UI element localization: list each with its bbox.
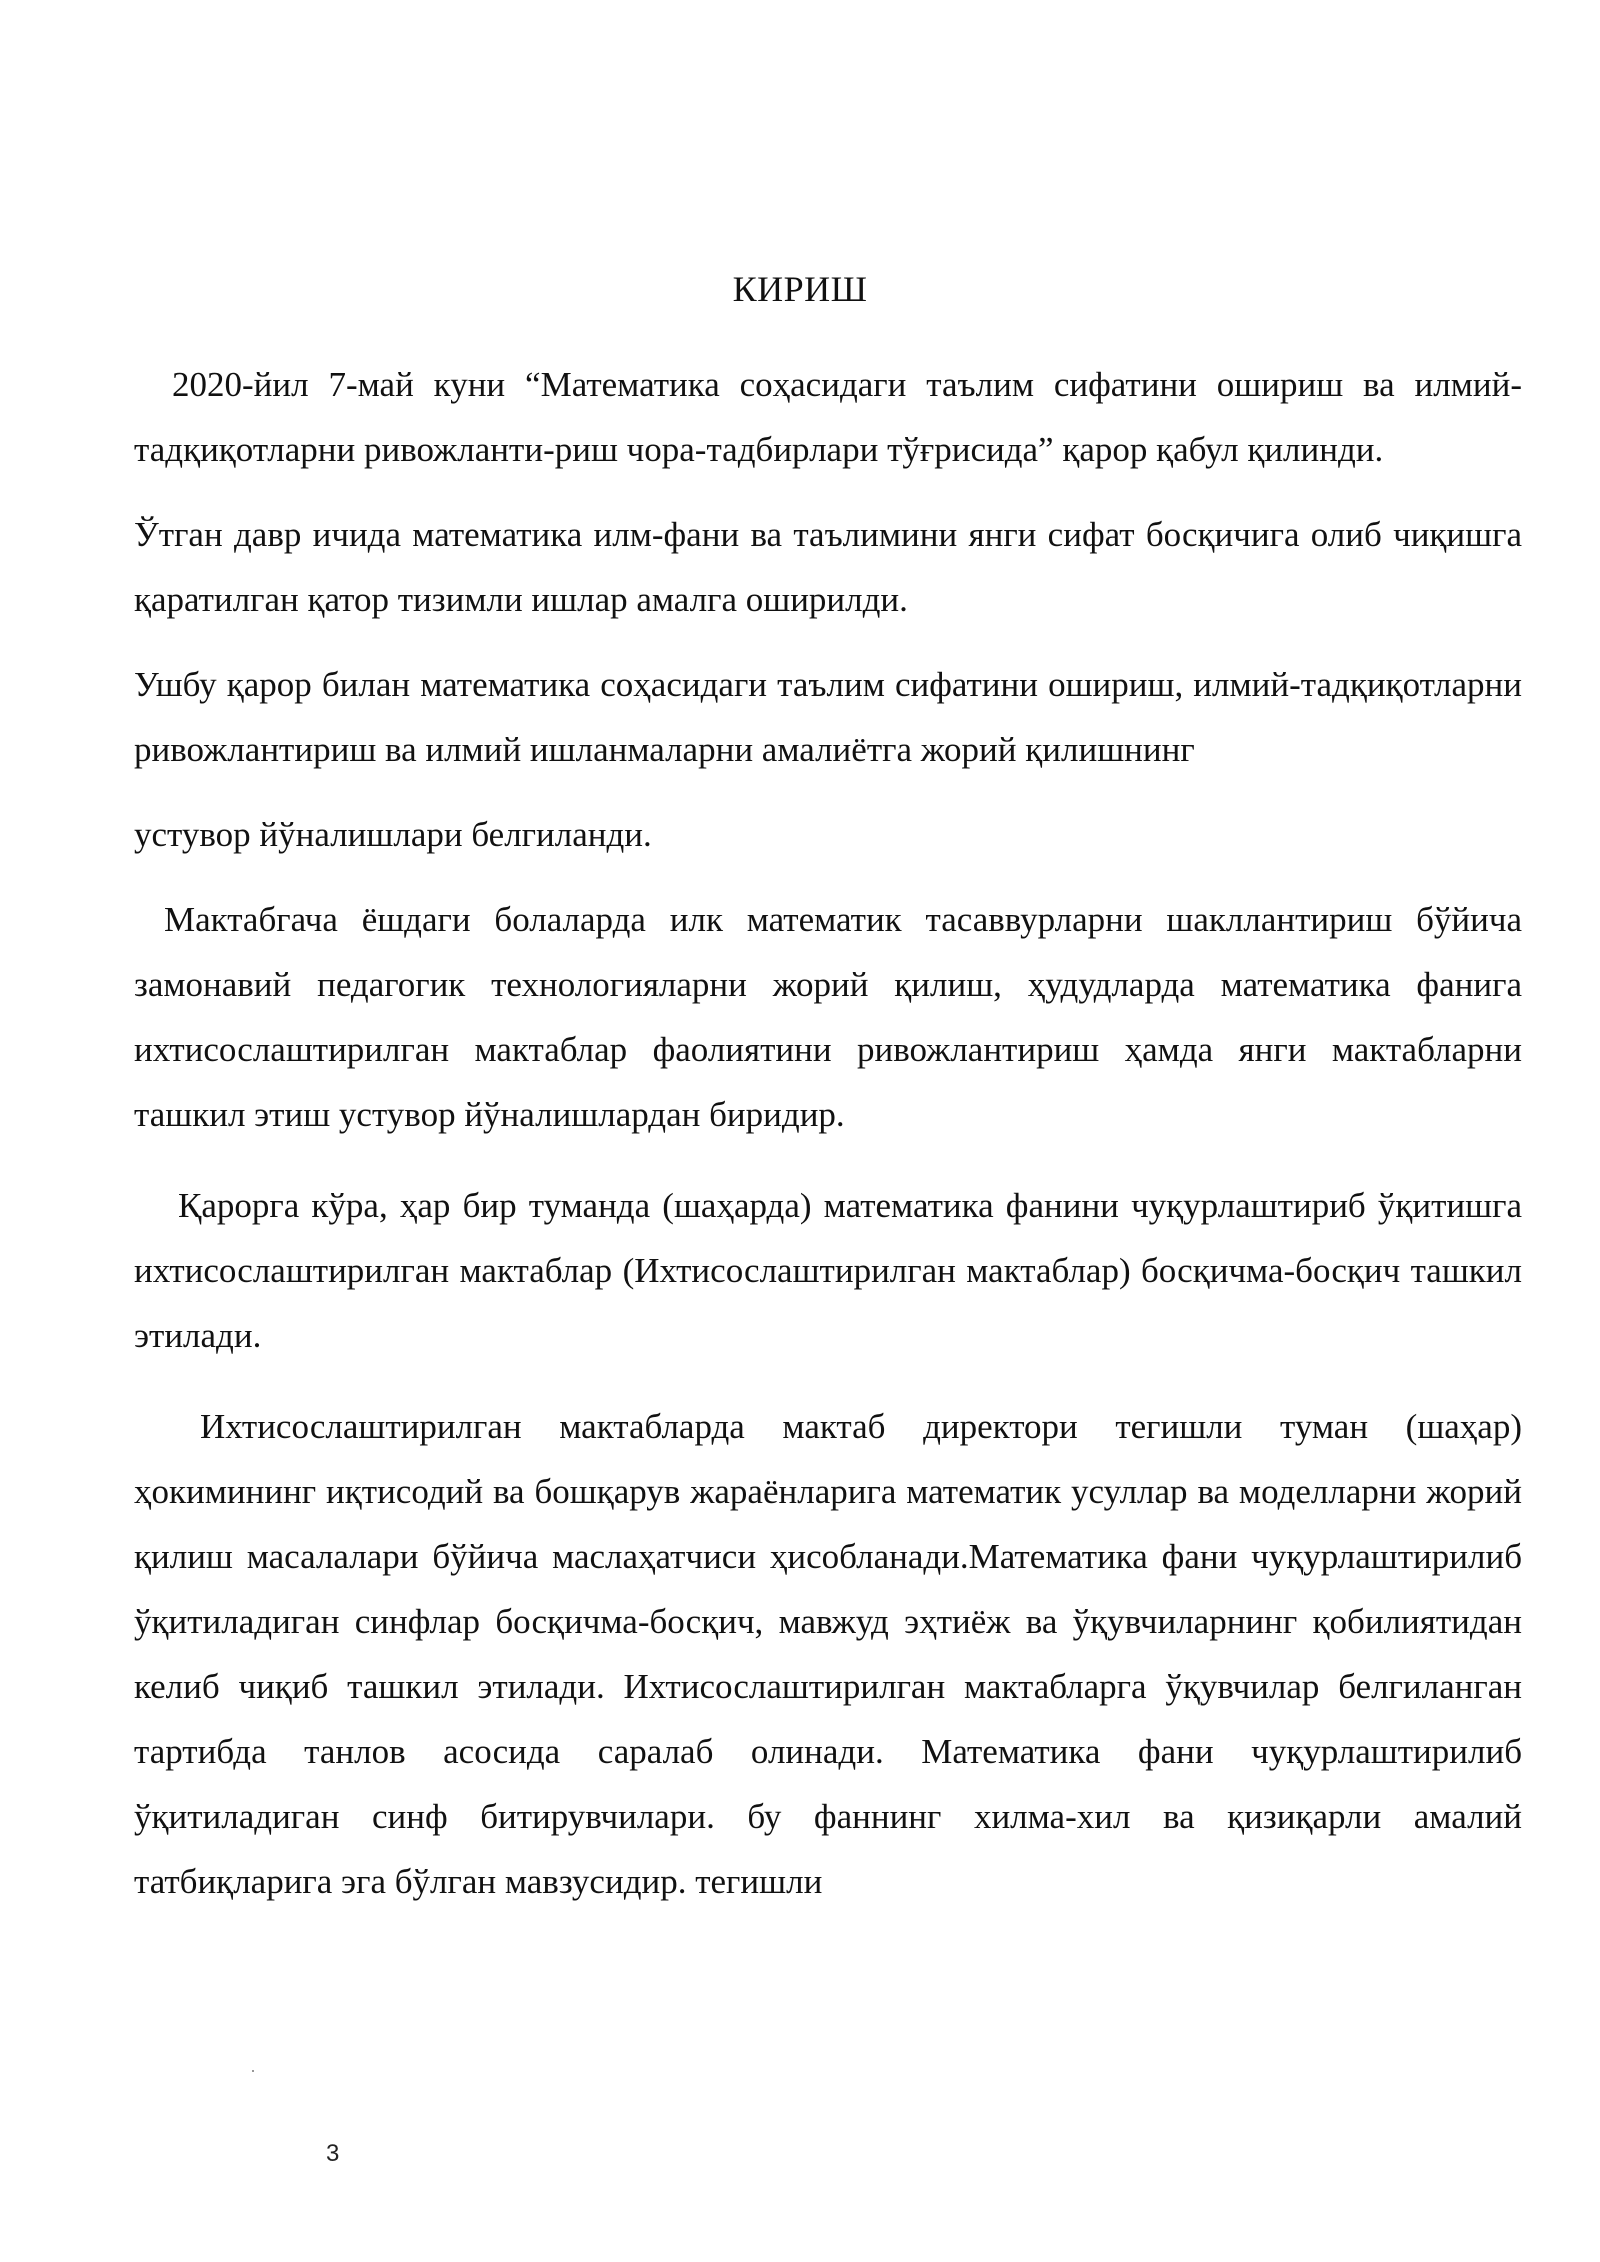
paragraph-5: Мактабгача ёшдаги болаларда илк математик тасаввурларни шакллантириш бўйича замонавий педагогик технологияларни жорий қилиш, ҳудудларда математика фанига ихтисослаштирилган мактаблар фаолиятини ривожлантириш ҳамда янги мактабларни ташкил этиш устувор йўналишлардан биридир. — [134, 900, 1522, 1134]
paragraph-4: устувор йўналишлари белгиланди. — [134, 815, 652, 854]
body-text — [134, 352, 1522, 1914]
page-number: 3 — [326, 2140, 340, 2167]
paragraph-7: Ихтисослаштирилган мактабларда мактаб директори тегишли туман (шаҳар) ҳокимининг иқтисодий ва бошқарув жараёнларига математик усуллар ва моделларни жорий қилиш масалалари бўйича маслаҳатчиси ҳисобланади.Математика фани чуқурлаштирилиб ўқитиладиган синфлар босқичма-босқич, мавжуд эҳтиёж ва ўқувчиларнинг қобилиятидан келиб чиқиб ташкил этилади. Ихтисослаштирилган мактабларга ўқувчилар белгиланган тартибда танлов асосида саралаб олинади. Математика фани чуқурлаштирилиб ўқитиладиган синф битирувчилари. бу фаннинг хилма-хил ва қизиқарли амалий татбиқларига эга бўлган мавзусидир. тегишли — [134, 1407, 1522, 1901]
paragraph-6: Қарорга кўра, ҳар бир туманда (шаҳарда) математика фанини чуқурлаштириб ўқитишга ихтисослаштирилган мактаблар (Ихтисослаштирилган мактаблар) босқичма-босқич ташкил этилади. — [134, 1186, 1522, 1355]
stray-mark — [252, 2070, 254, 2072]
paragraph-1: 2020-йил 7-май куни “Математика соҳасидаги таълим сифатини ошириш ва илмий-тадқиқотларни ривожланти-риш чора-тадбирлари тўғрисида” қарор қабул қилинди. — [134, 365, 1522, 469]
paragraph-3: Ушбу қарор билан математика соҳасидаги таълим сифатини ошириш, илмий-тадқиқотларни ривожлантириш ва илмий ишланмаларни амалиётга жорий қилишнинг — [134, 665, 1522, 769]
paragraph-2: Ўтган давр ичида математика илм-фани ва таълимини янги сифат босқичига олиб чиқишга қаратилган қатор тизимли ишлар амалга оширилди. — [134, 515, 1522, 619]
page-title: КИРИШ — [732, 269, 868, 309]
